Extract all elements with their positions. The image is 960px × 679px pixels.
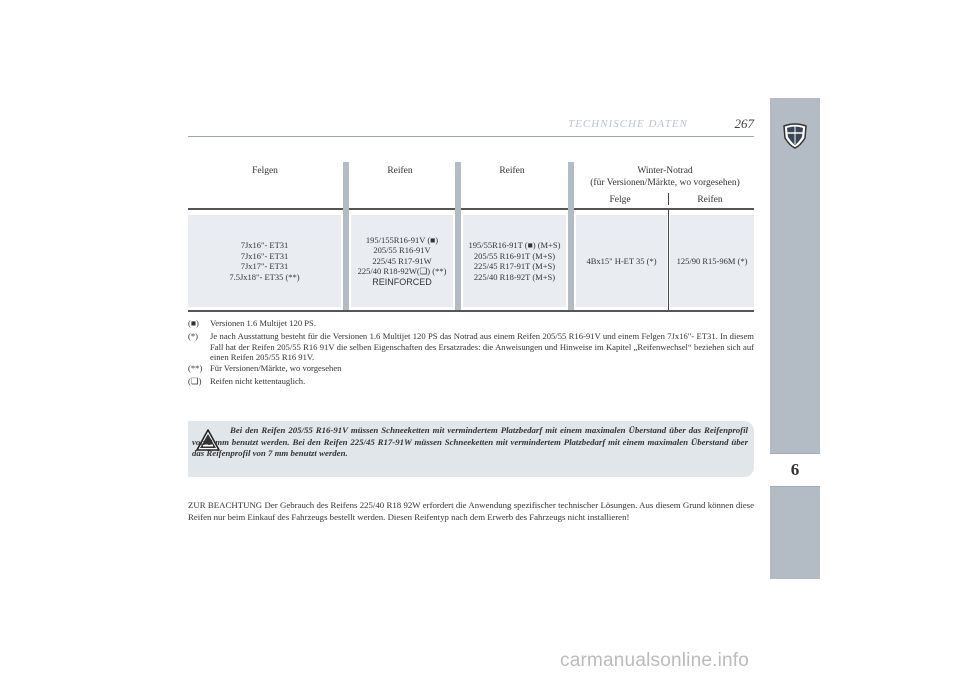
footnote-mark: (**) [188,363,203,374]
column-separator [343,162,349,312]
note-paragraph: ZUR BEACHTUNG Der Gebrauch des Reifens 225/40 R18 92W erfordert die Anwendung spezifischer technischer Lösungen. Aus diesem Grund können diese Reifen nur beim Einkauf des Fahrzeugs bestellt werden. Diesen Reifentyp nach dem Erwerb des Fahrzeugs nicht installieren! [188,500,754,522]
footnote-text: Reifen nicht kettentauglich. [210,375,306,386]
footnotes [188,318,754,387]
column-separator [568,162,574,312]
page-header [188,118,754,137]
reifen-line: 225/45 R17-91T (M+S) [473,261,556,271]
chapter-tab[interactable] [770,453,820,487]
side-tab [770,98,820,579]
table-top-rule [188,208,754,210]
felgen-line: 7Jx17"- ET31 [240,261,289,271]
table-bottom-rule [188,310,754,312]
cell-reifen-summer [351,215,453,307]
header-reifen-3: Reifen [697,195,723,205]
page-number: 267 [734,116,754,131]
footnote [188,376,754,387]
watermark: carmanualsonline.info [560,650,750,671]
section-title: TECHNISCHE DATEN [568,118,688,130]
reifen-line: 225/40 R18-92W(❏) (**) [357,266,447,277]
header-winter-notrad: Winter-Notrad [637,166,693,176]
cell-felgen [188,215,341,307]
felgen-line: 7.5Jx18"- ET35 (**) [229,271,300,282]
winter-felge-value: 4Bx15" H-ET 35 (*) [586,255,657,266]
winter-cell-divider [668,210,669,310]
reifen-line: 205/55 R16-91T (M+S) [473,250,556,261]
column-separator [455,162,461,312]
header-winter-subtitle: (für Versionen/Märkte, wo vorgesehen) [590,178,740,188]
header-sub-divider [668,193,669,205]
footnote [188,331,754,363]
footnote-mark: (*) [188,330,199,341]
header-reifen-1: Reifen [387,166,413,176]
felgen-line: 7Jx16"- ET31 [240,240,289,250]
winter-reifen-value: 125/90 R15-96M (*) [676,255,748,266]
reifen-line: 205/55 R16-91V [373,245,431,256]
header-felgen: Felgen [252,166,278,176]
cell-reifen-winter [463,215,566,307]
reifen-line: 195/55R16-91T (■) (M+S) [468,240,561,250]
footnote-text: Versionen 1.6 Multijet 120 PS. [210,318,316,328]
reifen-line: 225/45 R17-91W [372,255,432,266]
footnote-text: Je nach Ausstattung besteht für die Versionen 1.6 Multijet 120 PS das Notrad aus einem Reifen 205/55 R16-91V und einem Felgen 7Jx16"- ET31. In diesem Fall hat der Reifen 205/55 R16 91V die selben Eigenschaften des Ersatzrades: die Anweisungen und Hinweise im Kapitel „Reifenwechsel“ beziehen sich auf einen Reifen 205/55 R16 91V. [210,330,754,363]
header-reifen-2: Reifen [499,166,525,176]
footnote-mark: (■) [188,318,199,328]
warning-box [188,421,754,477]
lancia-logo-icon [780,120,810,150]
cell-winter-reifen [670,215,754,307]
reifen-line: 195/155R16-91V (■) [365,234,439,245]
reifen-line: 225/40 R18-92T (M+S) [473,271,556,282]
footnote-mark: (❏) [188,375,202,386]
chapter-number: 6 [790,460,800,479]
footnote [188,318,754,329]
cell-winter-felge [576,215,667,307]
footnote-text: Für Versionen/Märkte, wo vorgesehen [210,363,342,374]
felgen-line: 7Jx16"- ET31 [240,250,289,261]
footnote [188,363,754,374]
warning-text: Bei den Reifen 205/55 R16-91V müssen Schneeketten mit vermindertem Platzbedarf mit einem maximalen Überstand über das Reifenprofil von 9 mm benutzt werden. Bei den Reifen 225/45 R17-91W müssen Schneeketten mit vermindertem Platzbedarf mit einem maximalen Überstand über das Reifenprofil von 7 mm benutzt werden. [192,425,748,458]
header-felge: Felge [609,195,631,205]
reifen-line: REINFORCED [372,276,432,287]
